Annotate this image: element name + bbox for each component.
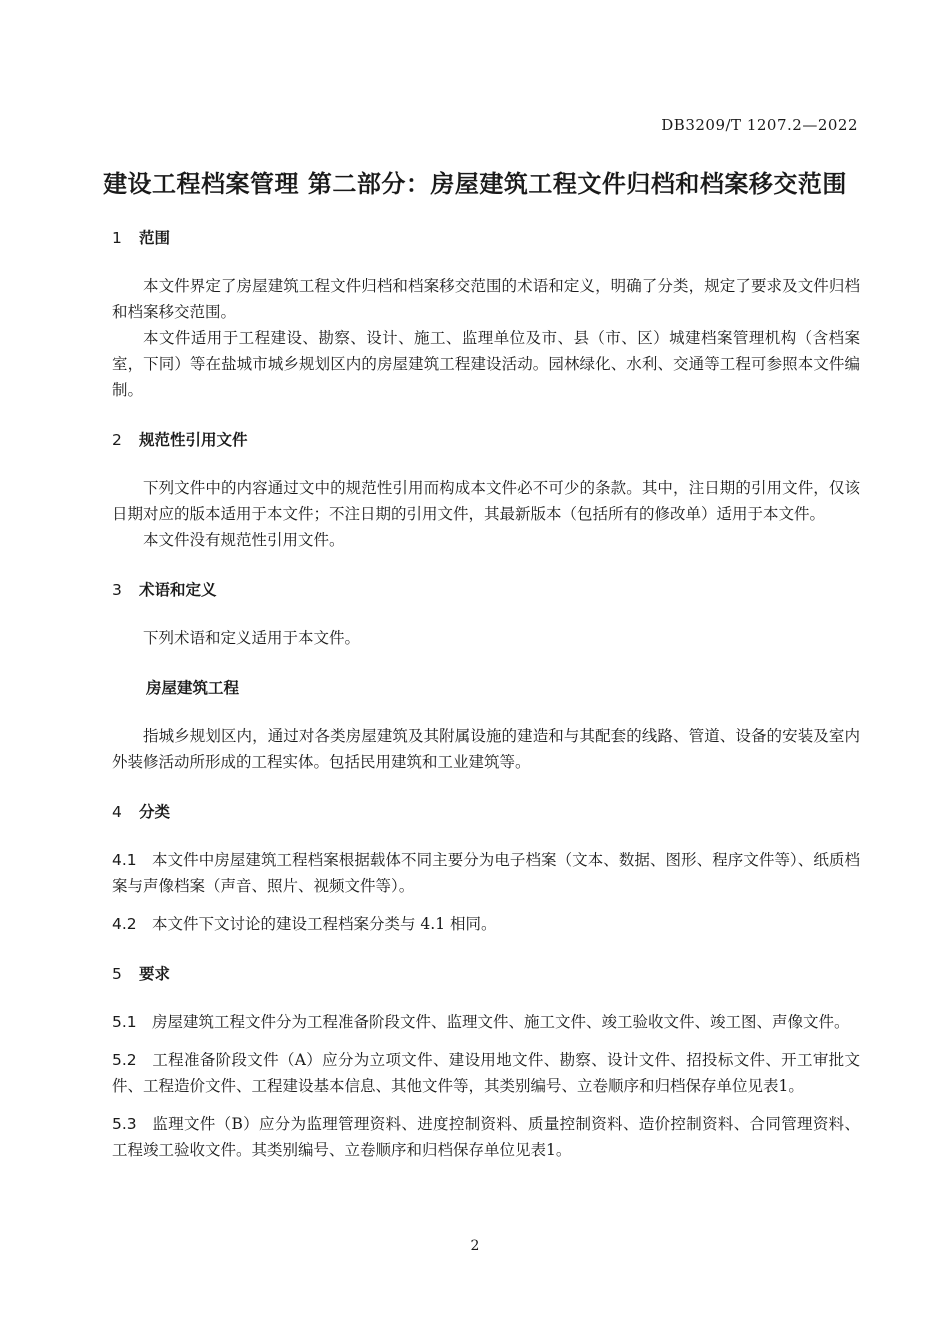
section-heading-1 [112,226,860,248]
clause-number: 5.3 [112,1115,137,1133]
section-title: 要求 [139,965,171,983]
clause-number: 4.2 [112,915,137,933]
clause-5-1 [112,1009,860,1035]
paragraph: 下列文件中的内容通过文中的规范性引用而构成本文件必不可少的条款。其中，注日期的引用文件，仅该日期对应的版本适用于本文件；不注日期的引用文件，其最新版本（包括所有的修改单）适用于本文件。 [112,479,860,523]
paragraph: 本文件没有规范性引用文件。 [143,531,345,549]
section-number: 5 [112,965,122,983]
section-title: 术语和定义 [139,581,217,599]
paragraph: 本文件界定了房屋建筑工程文件归档和档案移交范围的术语和定义，明确了分类，规定了要求及文件归档和档案移交范围。 [112,277,860,321]
section-number: 4 [112,803,122,821]
term-heading: 房屋建筑工程 [146,679,240,697]
clause-4-1 [112,847,860,899]
standard-code: DB3209/T 1207.2—2022 [661,116,858,134]
section-number: 1 [112,229,122,247]
clause-4-2 [112,911,860,937]
section-heading-3 [112,578,860,600]
clause-number: 5.1 [112,1013,137,1031]
section-title: 分类 [139,803,171,821]
section-title: 规范性引用文件 [139,431,248,449]
section-title: 范围 [139,229,171,247]
section-heading-5 [112,962,860,984]
clause-5-3 [112,1111,860,1163]
clause-text: 工程准备阶段文件（A）应分为立项文件、建设用地文件、勘察、设计文件、招投标文件、开工审批文件、工程造价文件、工程建设基本信息、其他文件等，其类别编号、立卷顺序和归档保存单位见表1。 [112,1051,860,1095]
clause-text: 本文件下文讨论的建设工程档案分类与 4.1 相同。 [152,915,497,933]
section-heading-4 [112,800,860,822]
term-definition: 指城乡规划区内，通过对各类房屋建筑及其附属设施的建造和与其配套的线路、管道、设备的安装及室内外装修活动所形成的工程实体。包括民用建筑和工业建筑等。 [112,727,860,771]
section-number: 3 [112,581,122,599]
page-number: 2 [470,1238,480,1254]
clause-number: 4.1 [112,851,137,869]
clause-5-2 [112,1047,860,1099]
paragraph: 下列术语和定义适用于本文件。 [143,629,361,647]
document-body [112,226,860,1163]
clause-text: 房屋建筑工程文件分为工程准备阶段文件、监理文件、施工文件、竣工验收文件、竣工图、声像文件。 [152,1013,850,1031]
clause-text: 本文件中房屋建筑工程档案根据载体不同主要分为电子档案（文本、数据、图形、程序文件等）、纸质档案与声像档案（声音、照片、视频文件等）。 [112,851,860,895]
document-title: 建设工程档案管理 第二部分：房屋建筑工程文件归档和档案移交范围 [103,170,847,198]
section-number: 2 [112,431,122,449]
clause-number: 5.2 [112,1051,137,1069]
section-heading-2 [112,428,860,450]
clause-text: 监理文件（B）应分为监理管理资料、进度控制资料、质量控制资料、造价控制资料、合同管理资料、工程竣工验收文件。其类别编号、立卷顺序和归档保存单位见表1。 [112,1115,860,1159]
paragraph: 本文件适用于工程建设、勘察、设计、施工、监理单位及市、县（市、区）城建档案管理机构（含档案室，下同）等在盐城市城乡规划区内的房屋建筑工程建设活动。园林绿化、水利、交通等工程可参照本文件编制。 [112,329,860,399]
